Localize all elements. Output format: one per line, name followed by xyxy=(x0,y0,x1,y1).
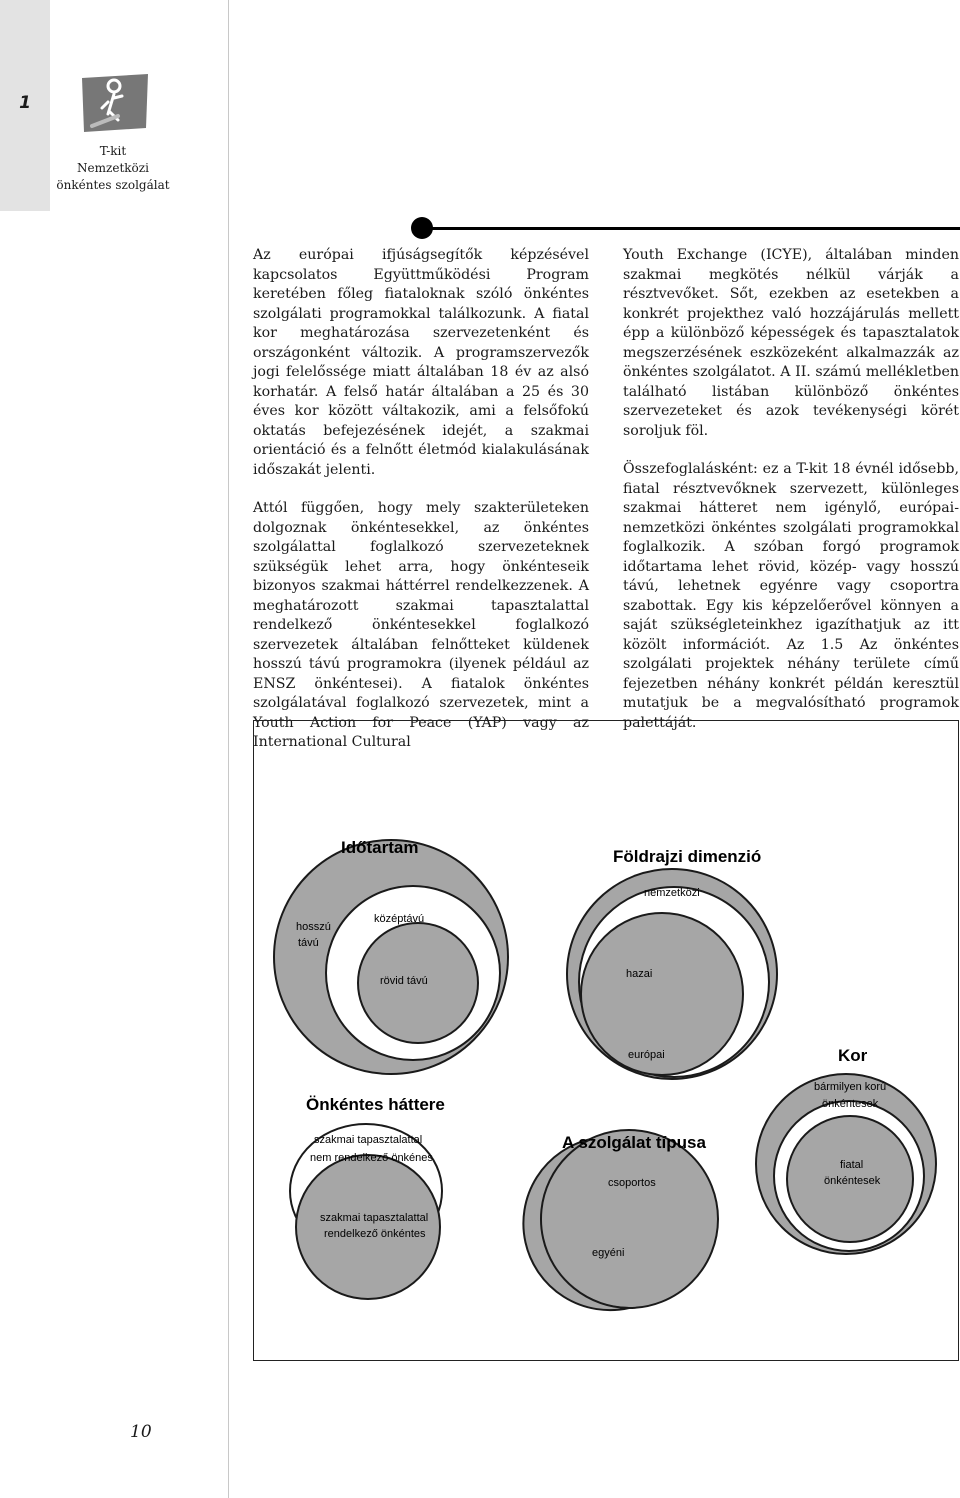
tipusa-group xyxy=(523,1130,718,1310)
hattere-group xyxy=(290,1095,445,1299)
foldrajzi-outer-label: nemzetközi xyxy=(644,887,700,899)
foldrajzi-group xyxy=(567,847,777,1079)
paragraph: Youth Exchange (ICYE), általában minden szakmai megkötés nélkül várják a résztvevőket. Sőt, ezekben az esetekben a konkrét projekthez való hozzájárulás mellett épp a különböző képességek és tapasztalatok megszerzésének eszközeként alkalmazzák az önkéntes szolgálatot. A II. számú mellékletben található listában különböző önkéntes szervezeteket és azok tevékenységi körét soroljuk föl. xyxy=(623,247,959,439)
kor-title: Kor xyxy=(838,1046,868,1065)
right-column xyxy=(623,246,959,752)
hattere-inner-circle xyxy=(296,1155,440,1299)
t-kit-logo xyxy=(78,72,150,136)
idotartam-outer-label-2: távú xyxy=(298,937,319,949)
idotartam-outer-label-1: hosszú xyxy=(296,921,331,933)
hattere-inner-label-1: szakmai tapasztalattal xyxy=(320,1212,429,1224)
kor-inner-label-2: önkéntesek xyxy=(824,1175,881,1187)
paragraph: Attól függően, hogy mely szakterületeken dolgoznak önkéntesekkel, az önkéntes szolgálattal foglalkozó szervezeteknek szükségük lehet arra, hogy önkénteseik bizonyos szakmai háttérrel rendelkezzenek. A meghatározott szakmai tapasztalattal rendelkező önkéntesekkel foglalkozó szervezetek általában felnőtteket küldenek hosszú távú programokra (ilyenek például az ENSZ önkéntesei). A fiatalok önkéntes szolgálatával foglalkozó szervezetek, mint a Youth Action for Peace (YAP) vagy az International Cultural xyxy=(253,500,589,750)
paragraph: Az európai ifjúságsegítők képzésével kapcsolatos Együttműködési Program keretében főleg fiataloknak szóló önkéntes szolgálati programokkal találkozunk. A fiatal kor meghatározása szervezetenként és országonként változik. A programszervezők jogi felelőssége miatt általában 18 év az alsó korhatár. A felső határ általában a 25 és 30 éves kor között váltakozik, ami a felsőfokú oktatás befejezésének idejét, a szakmai orientáció és a felnőtt életmód kialakulásának időszakát jelenti. xyxy=(253,247,589,478)
idotartam-title: Időtartam xyxy=(341,838,419,857)
tipusa-title: A szolgálat típusa xyxy=(562,1133,706,1152)
hattere-title: Önkéntes háttere xyxy=(306,1095,445,1114)
dimensions-diagram xyxy=(253,720,959,1361)
sidebar xyxy=(0,0,229,1498)
tipusa-outer-label: csoportos xyxy=(608,1177,656,1189)
hattere-outer-label-2: nem rendelkező önkénes xyxy=(310,1152,433,1164)
header-rule xyxy=(423,227,960,230)
kor-outer-label-1: bármilyen korú xyxy=(814,1081,887,1093)
tipusa-inner-label: egyéni xyxy=(592,1247,625,1259)
header-rule-dot xyxy=(411,217,433,239)
chapter-tab xyxy=(0,0,50,211)
kor-inner-label-1: fiatal xyxy=(840,1159,864,1171)
idotartam-group xyxy=(274,838,508,1074)
kor-outer-label-2: önkéntesek xyxy=(822,1098,879,1110)
paragraph: Összefoglalásként: ez a T-kit 18 évnél idősebb, fiatal résztvevőknek szervezett, különleges szakmai hátteret nem igénylő, európai-nemzetközi önkéntes szolgálati programokkal foglalkozik. A szóban forgó programok időtartama lehet rövid, közép- vagy hosszú távú, lehetnek egyénre vagy csoportra szabottak. Egy kis képzelőerővel könnyen a saját szükségleteinkhez igazíthatjuk az itt közölt információt. Az 1.5 Az önkéntes szolgálati projektek néhány területe című fejezetben néhány konkrét példán keresztül mutatjuk be a megvalósítható programok palettáját. xyxy=(623,461,959,731)
hattere-inner-label-2: rendelkező önkéntes xyxy=(324,1228,426,1240)
hattere-outer-label-1: szakmai tapasztalattal xyxy=(314,1134,423,1146)
chapter-number: 1 xyxy=(19,93,31,113)
foldrajzi-title: Földrajzi dimenzió xyxy=(613,847,762,866)
logo-line-3: önkéntes szolgálat xyxy=(56,178,170,192)
idotartam-middle-label: középtávú xyxy=(374,913,425,925)
page-number: 10 xyxy=(130,1422,152,1442)
logo-text xyxy=(52,143,174,194)
foldrajzi-middle-label: hazai xyxy=(626,968,653,980)
idotartam-inner-label: rövid távú xyxy=(380,975,428,987)
kor-group xyxy=(756,1046,936,1254)
left-column xyxy=(253,246,589,772)
logo-line-1: T-kit xyxy=(99,144,127,158)
foldrajzi-inner-label: európai xyxy=(628,1049,665,1061)
diagram-canvas xyxy=(254,721,960,1362)
logo-line-2: Nemzetközi xyxy=(77,161,149,175)
